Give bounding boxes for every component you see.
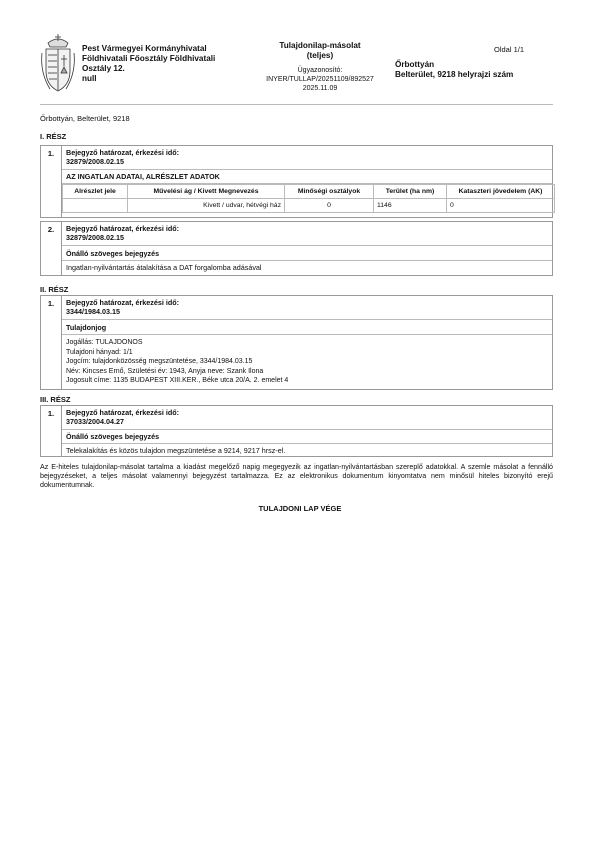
table-cell: Kivett / udvar, hétvégi ház: [128, 199, 285, 213]
case-id: INYER/TULLAP/20251109/892527: [266, 76, 374, 83]
parcel-number: Belterület, 9218 helyrajzi szám: [395, 70, 514, 79]
entry-decision: [62, 406, 552, 430]
issue-date: 2025.11.09: [302, 85, 338, 92]
entry-body: [61, 296, 552, 389]
part-2-title: II. RÉSZ: [40, 285, 69, 294]
decision-label: Bejegyző határozat, érkezési idő:: [66, 224, 180, 233]
issuing-office: [82, 44, 215, 84]
case-label: Ügyazonosító:: [297, 67, 343, 74]
entry-number: 1.: [47, 409, 55, 418]
table-cell: [63, 199, 128, 213]
document-title: Tulajdonilap-másolat: [279, 41, 361, 50]
entry-body: [61, 222, 552, 275]
page-number: Oldal 1/1: [494, 45, 525, 54]
hungarian-coat-of-arms-icon: [40, 33, 76, 95]
settlement-name: Őrbottyán: [395, 60, 435, 69]
decision-label: Bejegyző határozat, érkezési idő:: [66, 298, 180, 307]
office-line-4: null: [82, 74, 97, 83]
entry-body: [61, 406, 552, 456]
decision-label: Bejegyző határozat, érkezési idő:: [66, 148, 180, 157]
part-2-entry-1: [40, 295, 553, 390]
part-1-title: I. RÉSZ: [40, 132, 67, 141]
entry-text: Ingatlan-nyilvántartás átalakítása a DAT forgalomba adásával: [66, 263, 262, 272]
office-line-1: Pest Vármegyei Kormányhivatal: [82, 44, 207, 53]
owner-name: Név: Kincses Ernő, Születési év: 1943, Anyja neve: Szank Ilona: [66, 367, 264, 375]
entry-number: 1.: [47, 149, 55, 158]
entry-decision: [62, 146, 552, 170]
column-header: Művelési ág / Kivett Megnevezés: [128, 185, 285, 199]
land-table-title: AZ INGATLAN ADATAI, ALRÉSZLET ADATOK: [62, 170, 552, 184]
end-of-sheet-mark: TULAJDONI LAP VÉGE: [258, 504, 342, 513]
table-header-row: [63, 185, 555, 199]
table-cell: 0: [285, 199, 374, 213]
ownership-details: [62, 336, 552, 390]
decision-value: 32879/2008.02.15: [66, 156, 124, 166]
document-subtitle: (teljes): [306, 51, 334, 60]
entry-decision: [62, 296, 552, 320]
entry-number: 2.: [47, 225, 55, 234]
owner-share: Tulajdoni hányad: 1/1: [66, 348, 133, 356]
decision-value: 32879/2008.02.15: [66, 232, 124, 242]
property-heading: [395, 60, 513, 80]
office-line-2: Földhivatali Főosztály Földhivatali: [82, 54, 216, 63]
legal-title: Jogcím: tulajdonközösség megszüntetése, 3344/1984.03.15: [66, 358, 253, 365]
table-cell: 1146: [374, 199, 447, 213]
entry-number: 1.: [47, 299, 55, 308]
decision-value: 37033/2004.04.27: [66, 416, 124, 426]
office-line-3: Osztály 12.: [82, 64, 125, 73]
column-header: Kataszteri jövedelem (AK): [447, 185, 555, 199]
decision-label: Bejegyző határozat, érkezési idő:: [66, 408, 180, 417]
part-3-entry-1: [40, 405, 553, 457]
decision-value: 3344/1984.03.15: [66, 306, 120, 316]
column-header: Minőségi osztályok: [285, 185, 374, 199]
property-location: Őrbottyán, Belterület, 9218: [40, 114, 130, 123]
owner-address: Jogosult címe: 1135 BUDAPEST XIII.KER., Béke utca 20/A. 2. emelet 4: [66, 377, 289, 384]
table-row: [63, 199, 555, 213]
owner-status: Jogállás: TULAJDONOS: [66, 339, 143, 346]
column-header: Alrészlet jele: [63, 185, 128, 199]
part-1-entry-2: [40, 221, 553, 276]
land-data-table: [62, 184, 555, 213]
entry-decision: [62, 222, 552, 246]
document-title-block: [240, 41, 400, 93]
entry-body: [61, 146, 552, 217]
entry-subtitle: Tulajdonjog: [62, 320, 552, 335]
entry-subtitle: Önálló szöveges bejegyzés: [62, 246, 552, 261]
part-3-title: III. RÉSZ: [40, 395, 71, 404]
header-divider: [40, 104, 553, 105]
legal-notice: Az E-hiteles tulajdonilap-másolat tartalma a kiadást megelőző napig megegyezik az ingatlan-nyilvántartásban szereplő adatokkal. A szemle másolat a fennálló bejegyzéseket, a teljes másolat valamennyi bejegyzést tartalmazza. Ez az elektronikus dokumentum kinyomtatva nem minősül hiteles bizonyító erejű dokumentumnak.: [40, 463, 553, 490]
table-cell: 0: [447, 199, 555, 213]
entry-text: Telekalakítás és közös tulajdon megszüntetése a 9214, 9217 hrsz-el.: [66, 446, 286, 455]
part-1-entry-1: [40, 145, 553, 218]
entry-subtitle: Önálló szöveges bejegyzés: [62, 430, 552, 444]
column-header: Terület (ha nm): [374, 185, 447, 199]
